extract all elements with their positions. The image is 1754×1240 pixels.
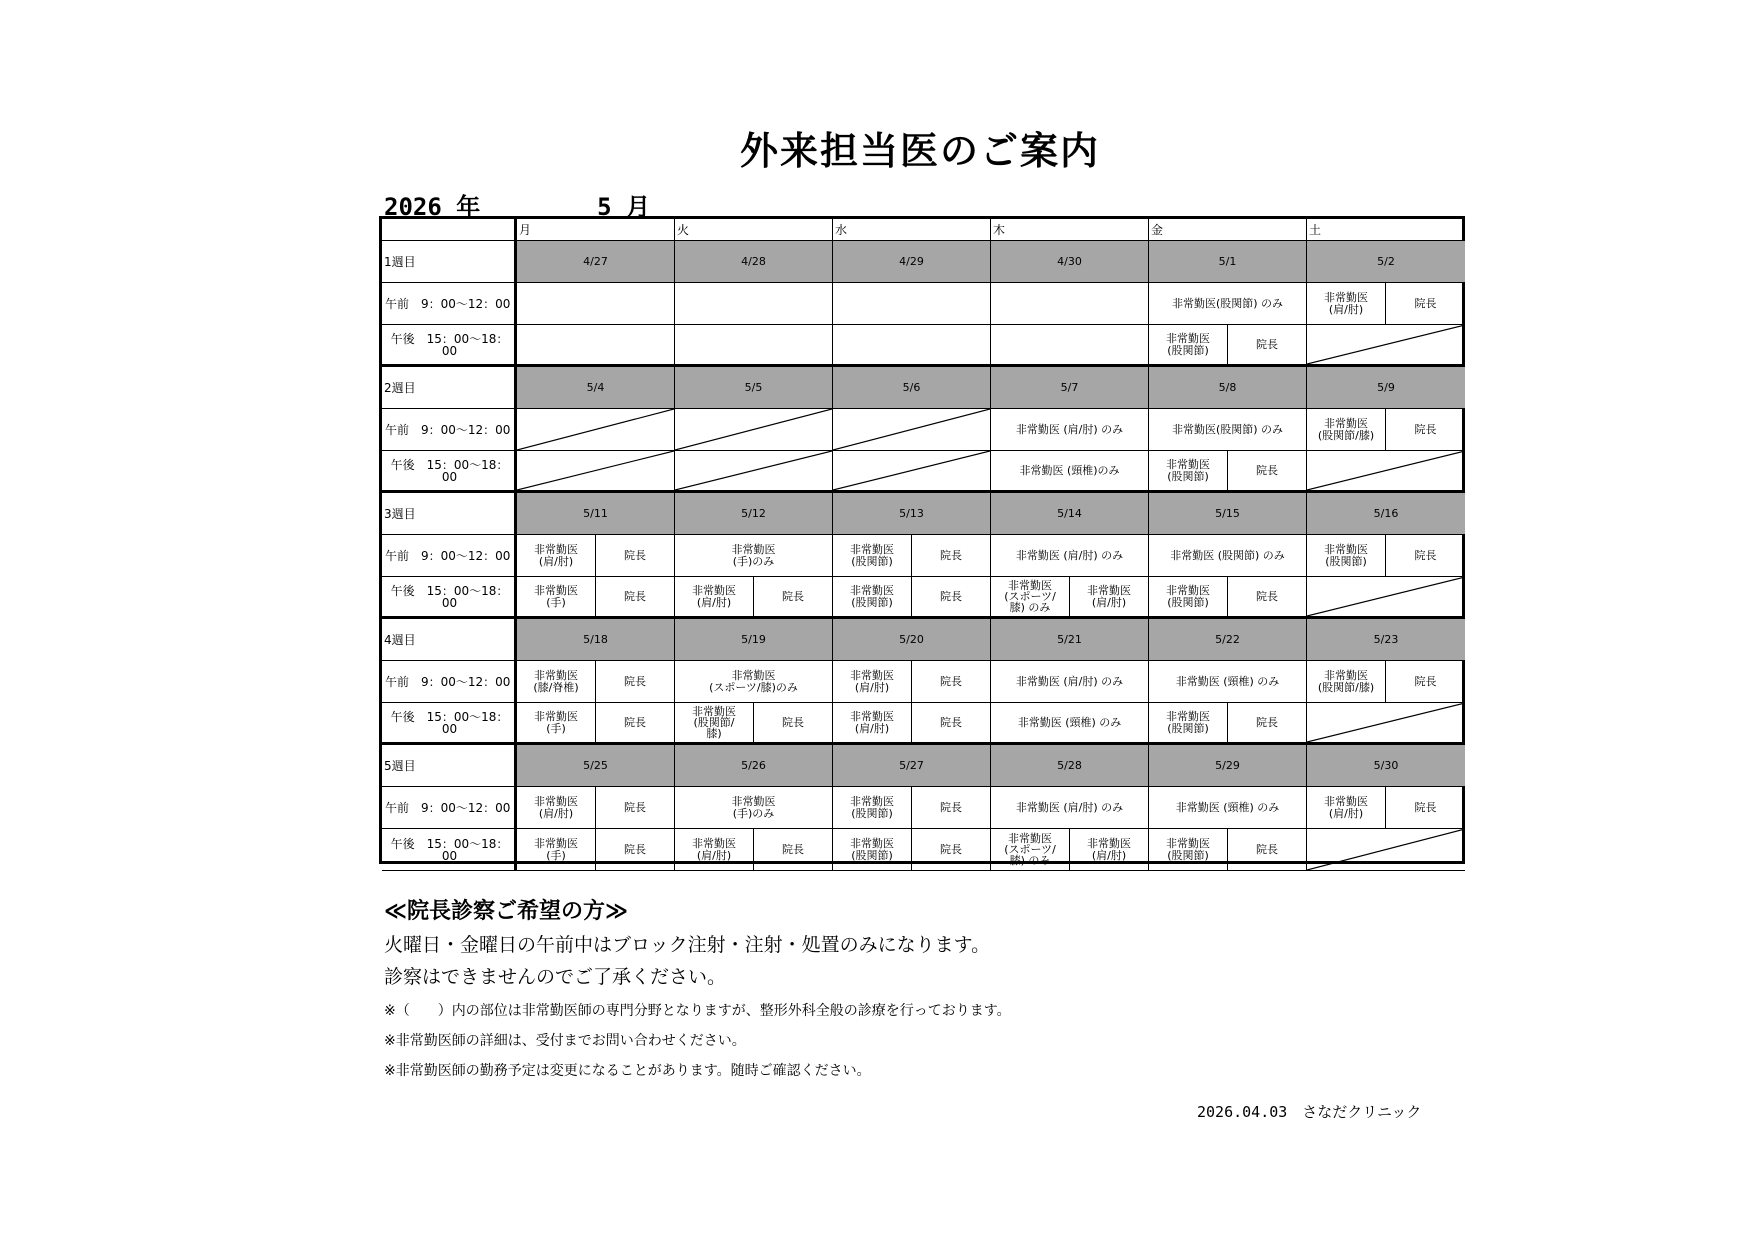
director-slot: 院長 — [1228, 829, 1307, 871]
date-cell: 5/16 — [1307, 493, 1465, 535]
doctor-slot: 非常勤医(股関節) のみ — [1149, 283, 1307, 325]
empty-slot — [991, 325, 1149, 367]
doctor-slot: 非常勤医 (膝/脊椎) — [517, 661, 596, 703]
date-cell: 5/2 — [1307, 241, 1465, 283]
director-slot: 院長 — [1228, 703, 1307, 745]
unavailable-slot — [517, 451, 675, 493]
day-header-1: 火 — [675, 219, 833, 241]
director-slot: 院長 — [596, 577, 675, 619]
date-cell: 5/14 — [991, 493, 1149, 535]
doctor-slot: 非常勤医 (股関節) — [833, 829, 912, 871]
am-time-label: 午前 9：00〜12：00 — [382, 535, 517, 577]
director-slot: 院長 — [1228, 577, 1307, 619]
footer-date-clinic: 2026.04.03 さなだクリニック — [1197, 1103, 1422, 1121]
date-cell: 5/20 — [833, 619, 991, 661]
date-cell: 4/28 — [675, 241, 833, 283]
strike-line-icon — [517, 451, 674, 490]
date-cell: 5/7 — [991, 367, 1149, 409]
footnote-1: ※（ ）内の部位は非常勤医師の専門分野となりますが、整形外科全般の診療を行っております。 — [384, 1003, 1011, 1019]
day-header-4: 金 — [1149, 219, 1307, 241]
director-slot: 院長 — [754, 829, 833, 871]
empty-slot — [833, 325, 991, 367]
doctor-slot: 非常勤医 (股関節) のみ — [1149, 535, 1307, 577]
week-label: 5週目 — [382, 745, 517, 787]
strike-line-icon — [675, 409, 832, 450]
doctor-slot: 非常勤医 (スポーツ/膝)のみ — [675, 661, 833, 703]
day-header-2: 水 — [833, 219, 991, 241]
doctor-slot: 非常勤医 (肩/肘) のみ — [991, 535, 1149, 577]
doctor-slot: 非常勤医 (手) — [517, 577, 596, 619]
date-cell: 5/21 — [991, 619, 1149, 661]
date-cell: 5/11 — [517, 493, 675, 535]
unavailable-slot — [675, 409, 833, 451]
date-cell: 5/19 — [675, 619, 833, 661]
doctor-slot: 非常勤医 (股関節/ 膝) — [675, 703, 754, 745]
date-cell: 5/30 — [1307, 745, 1465, 787]
strike-line-icon — [1307, 451, 1465, 490]
doctor-slot: 非常勤医 (肩/肘) のみ — [991, 409, 1149, 451]
doctor-slot: 非常勤医 (手) — [517, 703, 596, 745]
doctor-slot: 非常勤医 (股関節) — [833, 535, 912, 577]
doctor-slot: 非常勤医 (肩/肘) — [517, 535, 596, 577]
unavailable-slot — [1307, 577, 1465, 619]
date-cell: 5/13 — [833, 493, 991, 535]
director-slot: 院長 — [912, 661, 991, 703]
date-cell: 5/25 — [517, 745, 675, 787]
strike-line-icon — [1307, 703, 1465, 742]
doctor-slot: 非常勤医 (股関節) — [1307, 535, 1386, 577]
month-value: 5 — [597, 193, 612, 221]
pm-time-label: 午後 15：00〜18：00 — [382, 829, 517, 871]
date-cell: 5/29 — [1149, 745, 1307, 787]
unavailable-slot — [1307, 703, 1465, 745]
empty-slot — [675, 325, 833, 367]
date-cell: 5/4 — [517, 367, 675, 409]
unavailable-slot — [833, 409, 991, 451]
month-unit: 月 — [626, 193, 651, 221]
doctor-slot: 非常勤医 (股関節) — [1149, 451, 1228, 493]
date-cell: 5/26 — [675, 745, 833, 787]
page-title: 外来担当医のご案内 — [739, 129, 1100, 173]
strike-line-icon — [833, 409, 990, 450]
doctor-slot: 非常勤医 (股関節) — [833, 577, 912, 619]
pm-time-label: 午後 15：00〜18：00 — [382, 577, 517, 619]
director-slot: 院長 — [912, 577, 991, 619]
doctor-slot: 非常勤医 (股関節) — [1149, 325, 1228, 367]
unavailable-slot — [1307, 451, 1465, 493]
doctor-slot: 非常勤医 (肩/肘) — [675, 577, 754, 619]
doctor-slot: 非常勤医 (肩/肘) — [1307, 283, 1386, 325]
am-time-label: 午前 9：00〜12：00 — [382, 661, 517, 703]
am-time-label: 午前 9：00〜12：00 — [382, 283, 517, 325]
doctor-slot: 非常勤医 (股関節/膝) — [1307, 409, 1386, 451]
week-label: 4週目 — [382, 619, 517, 661]
director-slot: 院長 — [912, 787, 991, 829]
week-label: 3週目 — [382, 493, 517, 535]
doctor-slot: 非常勤医 (肩/肘) — [1070, 829, 1149, 871]
date-cell: 5/5 — [675, 367, 833, 409]
director-slot: 院長 — [1386, 283, 1465, 325]
strike-line-icon — [833, 451, 990, 490]
director-slot: 院長 — [912, 703, 991, 745]
year-value: 2026 — [384, 193, 442, 221]
pm-time-label: 午後 15：00〜18：00 — [382, 325, 517, 367]
day-header-5: 土 — [1307, 219, 1465, 241]
doctor-slot: 非常勤医 (股関節) — [1149, 577, 1228, 619]
doctor-slot: 非常勤医 (肩/肘) — [1307, 787, 1386, 829]
director-slot: 院長 — [596, 535, 675, 577]
doctor-slot: 非常勤医 (肩/肘) のみ — [991, 661, 1149, 703]
director-slot: 院長 — [596, 787, 675, 829]
date-cell: 4/29 — [833, 241, 991, 283]
director-slot: 院長 — [754, 703, 833, 745]
director-slot: 院長 — [912, 829, 991, 871]
date-cell: 4/27 — [517, 241, 675, 283]
week-label: 1週目 — [382, 241, 517, 283]
unavailable-slot — [517, 409, 675, 451]
date-cell: 5/12 — [675, 493, 833, 535]
date-cell: 5/1 — [1149, 241, 1307, 283]
day-header-0: 月 — [517, 219, 675, 241]
strike-line-icon — [1307, 829, 1465, 870]
doctor-slot: 非常勤医 (手) — [517, 829, 596, 871]
doctor-slot: 非常勤医 (スポーツ/ 膝) のみ — [991, 577, 1070, 619]
doctor-slot: 非常勤医 (股関節/膝) — [1307, 661, 1386, 703]
director-heading: ≪院長診察ご希望の方≫ — [384, 899, 629, 924]
pm-time-label: 午後 15：00〜18：00 — [382, 703, 517, 745]
header-corner — [382, 219, 517, 241]
doctor-slot: 非常勤医 (頸椎) のみ — [1149, 787, 1307, 829]
empty-slot — [517, 283, 675, 325]
director-slot: 院長 — [1386, 787, 1465, 829]
director-slot: 院長 — [596, 829, 675, 871]
strike-line-icon — [517, 409, 674, 450]
footnote-2: ※非常勤医師の詳細は、受付までお問い合わせください。 — [384, 1033, 746, 1049]
unavailable-slot — [675, 451, 833, 493]
doctor-slot: 非常勤医 (頸椎) のみ — [1149, 661, 1307, 703]
pm-time-label: 午後 15：00〜18：00 — [382, 451, 517, 493]
director-slot: 院長 — [1228, 325, 1307, 367]
date-cell: 5/27 — [833, 745, 991, 787]
doctor-slot: 非常勤医 (手)のみ — [675, 535, 833, 577]
am-time-label: 午前 9：00〜12：00 — [382, 787, 517, 829]
doctor-slot: 非常勤医 (頸椎) のみ — [991, 703, 1149, 745]
empty-slot — [517, 325, 675, 367]
director-slot: 院長 — [1386, 535, 1465, 577]
doctor-slot: 非常勤医(股関節) のみ — [1149, 409, 1307, 451]
unavailable-slot — [1307, 325, 1465, 367]
director-slot: 院長 — [754, 577, 833, 619]
year-unit: 年 — [456, 193, 481, 221]
date-cell: 5/23 — [1307, 619, 1465, 661]
doctor-slot: 非常勤医 (肩/肘) — [833, 703, 912, 745]
director-slot: 院長 — [1386, 661, 1465, 703]
doctor-slot: 非常勤医 (頸椎)のみ — [991, 451, 1149, 493]
doctor-slot: 非常勤医 (スポーツ/ 膝) のみ — [991, 829, 1070, 871]
schedule-table — [379, 216, 1465, 867]
strike-line-icon — [1307, 577, 1465, 616]
date-cell: 5/9 — [1307, 367, 1465, 409]
week-label: 2週目 — [382, 367, 517, 409]
director-note-1: 火曜日・金曜日の午前中はブロック注射・注射・処置のみになります。 — [384, 934, 991, 956]
date-cell: 5/6 — [833, 367, 991, 409]
director-slot: 院長 — [596, 703, 675, 745]
footnote-3: ※非常勤医師の勤務予定は変更になることがあります。随時ご確認ください。 — [384, 1063, 871, 1079]
doctor-slot: 非常勤医 (肩/肘) — [1070, 577, 1149, 619]
unavailable-slot — [1307, 829, 1465, 871]
doctor-slot: 非常勤医 (肩/肘) のみ — [991, 787, 1149, 829]
director-slot: 院長 — [1228, 451, 1307, 493]
doctor-slot: 非常勤医 (手)のみ — [675, 787, 833, 829]
director-note-2: 診察はできませんのでご了承ください。 — [384, 966, 727, 988]
date-cell: 5/28 — [991, 745, 1149, 787]
date-cell: 5/18 — [517, 619, 675, 661]
empty-slot — [833, 283, 991, 325]
day-header-3: 木 — [991, 219, 1149, 241]
am-time-label: 午前 9：00〜12：00 — [382, 409, 517, 451]
strike-line-icon — [675, 451, 832, 490]
empty-slot — [675, 283, 833, 325]
director-slot: 院長 — [596, 661, 675, 703]
doctor-slot: 非常勤医 (股関節) — [1149, 829, 1228, 871]
date-cell: 5/15 — [1149, 493, 1307, 535]
doctor-slot: 非常勤医 (股関節) — [1149, 703, 1228, 745]
date-cell: 4/30 — [991, 241, 1149, 283]
director-slot: 院長 — [1386, 409, 1465, 451]
empty-slot — [991, 283, 1149, 325]
date-cell: 5/8 — [1149, 367, 1307, 409]
doctor-slot: 非常勤医 (肩/肘) — [833, 661, 912, 703]
doctor-slot: 非常勤医 (股関節) — [833, 787, 912, 829]
date-cell: 5/22 — [1149, 619, 1307, 661]
unavailable-slot — [833, 451, 991, 493]
director-slot: 院長 — [912, 535, 991, 577]
doctor-slot: 非常勤医 (肩/肘) — [517, 787, 596, 829]
strike-line-icon — [1307, 325, 1465, 364]
doctor-slot: 非常勤医 (肩/肘) — [675, 829, 754, 871]
